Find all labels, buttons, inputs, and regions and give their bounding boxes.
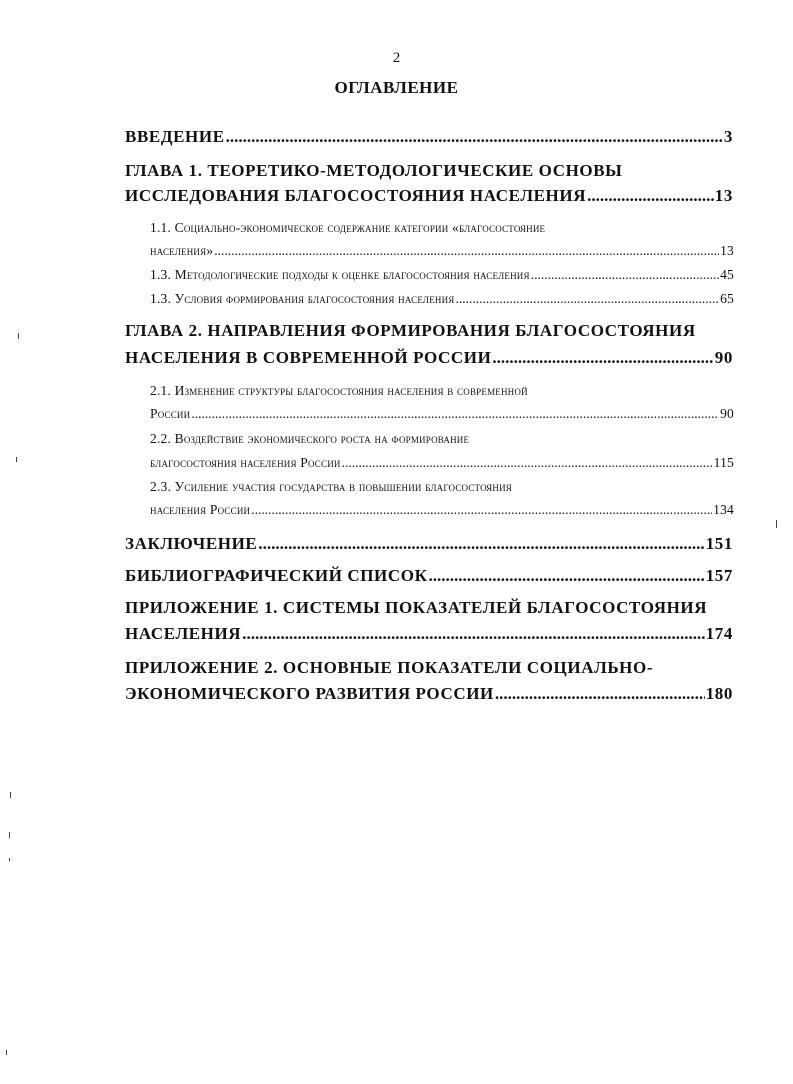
toc-entry-section-2-1[interactable] — [150, 406, 734, 422]
toc-section-2-2-title[interactable]: 2.2. Воздействие экономического роста на формирование — [150, 431, 470, 446]
dot-leader — [429, 566, 705, 586]
dot-leader — [531, 267, 719, 283]
toc-page-number: 115 — [713, 455, 734, 470]
toc-entry-appendix-1[interactable] — [125, 624, 733, 644]
toc-page-number: 151 — [705, 534, 733, 553]
toc-page-number: 134 — [713, 502, 734, 517]
toc-entry-bibliography[interactable] — [125, 566, 733, 586]
toc-appendix-1-title[interactable]: ПРИЛОЖЕНИЕ 1. СИСТЕМЫ ПОКАЗАТЕЛЕЙ БЛАГОСОСТОЯНИЯ — [125, 598, 708, 617]
toc-entry-title: населения России — [150, 502, 251, 517]
scan-speck — [9, 858, 10, 861]
dot-leader — [258, 534, 704, 554]
toc-entry-title: ВВЕДЕНИЕ — [125, 127, 225, 146]
scan-speck — [9, 832, 10, 838]
dot-leader — [587, 186, 714, 206]
toc-entry-section-2-3[interactable] — [150, 502, 734, 518]
toc-entry-appendix-2[interactable] — [125, 684, 733, 704]
toc-entry-title: ЗАКЛЮЧЕНИЕ — [125, 534, 258, 553]
toc-entry-title: России — [150, 406, 191, 421]
scan-speck — [776, 520, 777, 528]
toc-page-number: 13 — [720, 243, 734, 258]
dot-leader — [495, 684, 705, 704]
toc-entry-title: ЭКОНОМИЧЕСКОГО РАЗВИТИЯ РОССИИ — [125, 684, 494, 703]
toc-section-2-3-title[interactable]: 2.3. Усиление участия государства в повышении благосостояния — [150, 479, 512, 494]
scan-speck — [16, 457, 17, 462]
toc-entry-title: 1.3. Условия формирования благосостояния населения — [150, 291, 455, 306]
toc-appendix-2-title[interactable]: ПРИЛОЖЕНИЕ 2. ОСНОВНЫЕ ПОКАЗАТЕЛИ СОЦИАЛЬНО- — [125, 658, 654, 677]
scan-speck — [18, 333, 19, 339]
toc-entry-title: благосостояния населения России — [150, 455, 341, 470]
toc-entry-section-1-3[interactable] — [150, 291, 734, 307]
dot-leader — [214, 243, 719, 259]
scan-speck — [10, 792, 11, 798]
dot-leader — [492, 348, 713, 368]
toc-chapter-1-title[interactable]: ГЛАВА 1. ТЕОРЕТИКО-МЕТОДОЛОГИЧЕСКИЕ ОСНОВЫ — [125, 161, 623, 180]
toc-entry-title: 1.3. Методологические подходы к оценке благосостояния населения — [150, 267, 530, 282]
dot-leader — [342, 455, 713, 471]
toc-entry-title: населения» — [150, 243, 214, 258]
toc-entry-introduction[interactable] — [125, 127, 733, 147]
toc-entry-conclusion[interactable] — [125, 534, 733, 554]
toc-page-number: 3 — [723, 127, 733, 146]
page-title: ОГЛАВЛЕНИЕ — [334, 78, 459, 97]
toc-entry-chapter-1[interactable] — [125, 186, 733, 206]
dot-leader — [456, 291, 720, 307]
toc-entry-title: НАСЕЛЕНИЯ В СОВРЕМЕННОЙ РОССИИ — [125, 348, 492, 367]
toc-page-number: 180 — [705, 684, 733, 703]
toc-entry-title: ИССЛЕДОВАНИЯ БЛАГОСОСТОЯНИЯ НАСЕЛЕНИЯ — [125, 186, 587, 205]
toc-chapter-2-title[interactable]: ГЛАВА 2. НАПРАВЛЕНИЯ ФОРМИРОВАНИЯ БЛАГОСОСТОЯНИЯ — [125, 321, 696, 340]
toc-entry-chapter-2[interactable] — [125, 348, 733, 368]
toc-page-number: 65 — [720, 291, 734, 306]
toc-entry-section-2-2[interactable] — [150, 455, 734, 471]
toc-entry-section-1-2[interactable] — [150, 267, 734, 283]
dot-leader — [226, 127, 723, 147]
toc-section-2-1-title[interactable]: 2.1. Изменение структуры благосостояния населения в современной — [150, 383, 528, 398]
toc-page-number: 45 — [720, 267, 734, 282]
dot-leader — [251, 502, 712, 518]
toc-page-number: 13 — [714, 186, 733, 205]
toc-entry-section-1-1[interactable] — [150, 243, 734, 259]
toc-page-number: 174 — [705, 624, 733, 643]
toc-page-number: 90 — [714, 348, 733, 367]
dot-leader — [191, 406, 719, 422]
scan-speck — [6, 1050, 7, 1055]
toc-section-1-1-title[interactable]: 1.1. Социально-экономическое содержание категории «благосостояние — [150, 220, 546, 235]
toc-page-number: 157 — [705, 566, 733, 585]
toc-page-number: 90 — [720, 406, 734, 421]
toc-entry-title: НАСЕЛЕНИЯ — [125, 624, 242, 643]
page-number: 2 — [392, 50, 401, 66]
dot-leader — [242, 624, 705, 644]
toc-entry-title: БИБЛИОГРАФИЧЕСКИЙ СПИСОК — [125, 566, 428, 585]
